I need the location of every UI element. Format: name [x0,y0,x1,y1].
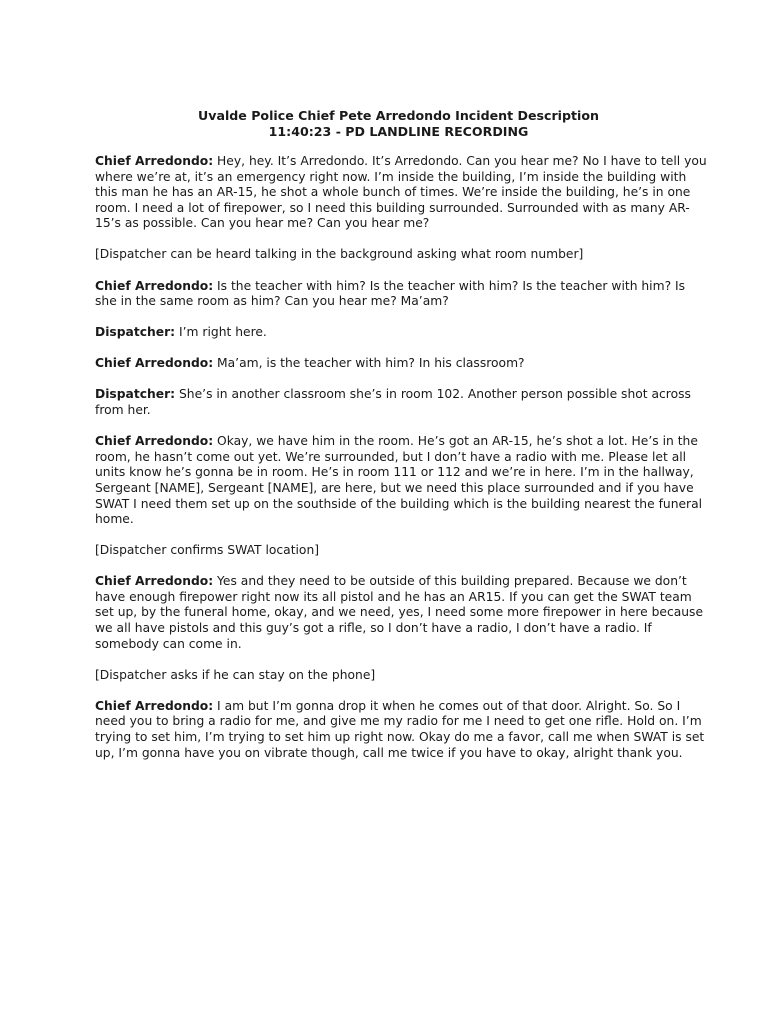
paragraph-text: Ma’am, is the teacher with him? In his classroom? [213,356,525,371]
paragraph-text: I’m right here. [175,325,267,340]
paragraph-text: Okay, we have him in the room. He’s got an AR-15, he’s shot a lot. He’s in the room, he hasn’t come out yet. We’re surrounded, but I don’t have a radio with me. Please let all units know he’s gonna be in room. He’s in room 111 or 112 and we’re in here. I’m in the hallway, Sergeant [NAME], Sergeant [NAME], are here, but we need this place surrounded and if you have SWAT I need them set up on the southside of the building which is the building nearest the funeral home. [95,434,703,527]
document-title: Uvalde Police Chief Pete Arredondo Incident Description [198,108,599,123]
transcript-paragraph [95,154,708,232]
transcript-paragraph [95,356,708,372]
speaker-label: Chief Arredondo: [95,574,214,589]
transcript-paragraph [95,699,708,761]
paragraph-text: She’s in another classroom she’s in room 102. Another person possible shot across from her. [95,387,691,418]
speaker-label: Chief Arredondo: [95,278,214,293]
transcript-paragraph [95,325,708,341]
paragraph-text: I am but I’m gonna drop it when he comes out of that door. Alright. So. So I need you to bring a radio for me, and give me my radio for me I need to get one rifle. Hold on. I’m trying to set him, I’m trying to set him up right now. Okay do me a favor, call me when SWAT is set up, I’m gonna have you on vibrate though, call me twice if you have to okay, alright thank you. [95,698,705,760]
transcript-paragraph [95,387,708,418]
transcript-paragraph [95,543,708,559]
paragraph-text: Hey, hey. It’s Arredondo. It’s Arredondo. Can you hear me? No I have to tell you where we’re at, it’s an emergency right now. I’m inside the building, I’m inside the building with this man he has an AR-15, he shot a whole bunch of times. We’re inside the building, he’s in one room. I need a lot of firepower, so I need this building surrounded. Surrounded with as many AR-15’s as possible. Can you hear me? Can you hear me? [95,154,707,231]
speaker-label: Chief Arredondo: [95,356,214,371]
transcript-paragraph [95,668,708,684]
paragraph-text: [Dispatcher confirms SWAT location] [95,543,320,558]
paragraph-text: Is the teacher with him? Is the teacher with him? Is the teacher with him? Is she in the same room as him? Can you hear me? Ma’am? [95,278,686,309]
speaker-label: Chief Arredondo: [95,698,214,713]
document-subtitle: 11:40:23 - PD LANDLINE RECORDING [268,124,529,139]
transcript-paragraph [95,279,708,310]
speaker-label: Dispatcher: [95,387,176,402]
speaker-label: Chief Arredondo: [95,154,214,168]
speaker-label: Dispatcher: [95,325,176,340]
transcript-paragraph [95,434,708,528]
transcript-paragraph [95,247,708,263]
paragraph-text: Yes and they need to be outside of this building prepared. Because we don’t have enough firepower right now its all pistol and he has an AR15. If you can get the SWAT team set up, by the funeral home, okay, and we need, yes, I need some more firepower in here because we all have pistols and this guy’s got a rifle, so I don’t have a radio, I don’t have a radio. If somebody can come in. [95,574,704,651]
paragraph-text: [Dispatcher can be heard talking in the background asking what room number] [95,247,584,262]
paragraph-text: [Dispatcher asks if he can stay on the phone] [95,667,376,682]
speaker-label: Chief Arredondo: [95,434,214,449]
transcript-paragraph [95,574,708,652]
